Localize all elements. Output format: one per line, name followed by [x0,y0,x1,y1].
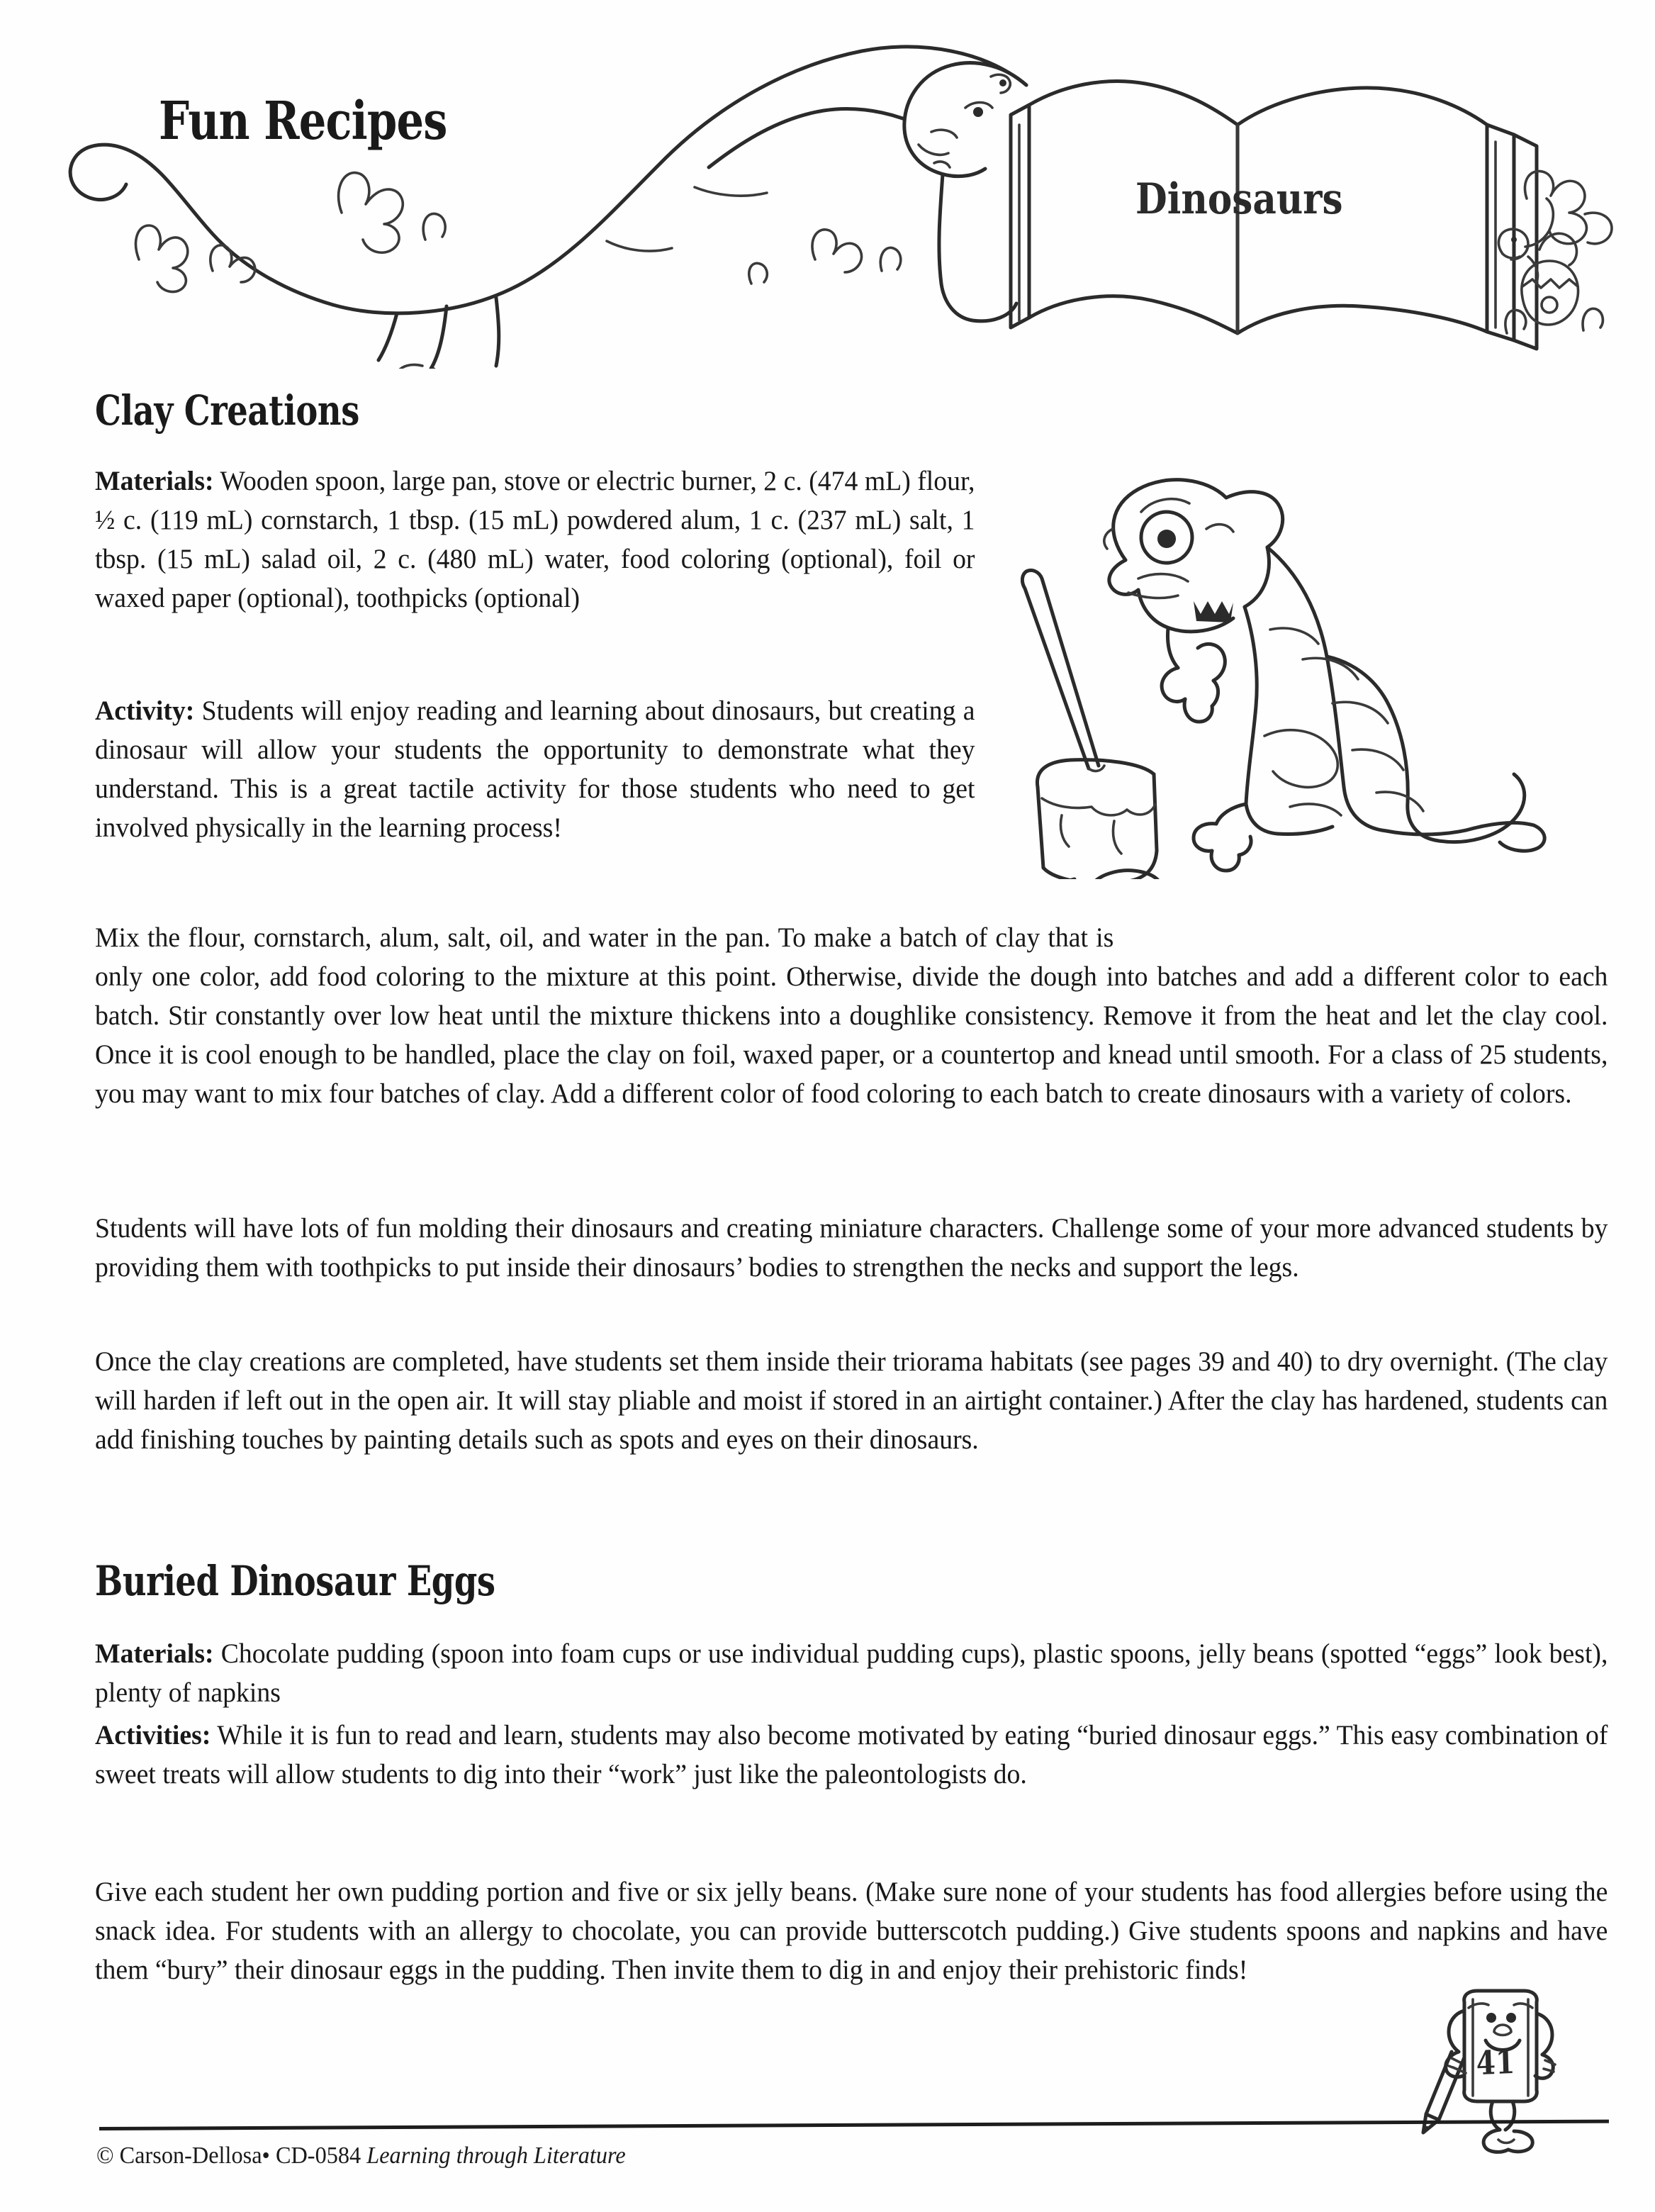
footer-bullet: • [262,2143,270,2169]
paragraph-serving-instructions [95,1872,1608,1989]
page-title: Fun Recipes [159,91,447,152]
paragraph-text: Wooden spoon, large pan, stove or electric burner, 2 c. (474 mL) flour, ½ c. (119 mL) cornstarch, 1 tbsp. (15 mL) powdered alum, 1 c. (237 mL) salt, 1 tbsp. (15 mL) salad oil, 2 c. (480 mL) water, food coloring (optional), foil or waxed paper (optional), toothpicks (optional) [95,465,975,613]
foliage-icon [136,173,901,292]
paragraph-label: Activities: [95,1719,211,1750]
paragraph-text: Chocolate pudding (spoon into foam cups or use individual pudding cups), plastic spoons, jelly beans (spotted “eggs” look best), plenty of napkins [95,1638,1608,1708]
header-artwork [0,0,1655,369]
paragraph-activity-clay [95,691,975,847]
footer-credit [96,2143,626,2169]
paragraph-materials-eggs [95,1634,1608,1712]
section-heading-buried-dinosaur-eggs: Buried Dinosaur Eggs [95,1557,495,1605]
footer-divider [99,2120,1609,2130]
paragraph-materials-clay [95,462,975,618]
paragraph-mix-instructions [95,918,1608,1113]
book-character-with-pencil-icon [1418,1978,1588,2159]
paragraph-label: Activity: [95,695,195,726]
trex-painting-icon [1021,454,1588,883]
footer-product-code: CD-0584 [269,2143,367,2169]
footer-copyright: © Carson-Dellosa [96,2143,262,2169]
text-wrap-spacer [1113,918,1608,955]
paragraph-text: Once the clay creations are completed, have students set them inside their triorama habitats (see pages 39 and 40) to dry overnight. (The clay will harden if left out in the open air. It will stay pliable and moist if stored in an airtight container.) After the clay has hardened, students can add finishing touches by painting details such as spots and eyes on their dinosaurs. [95,1346,1608,1455]
paragraph-activities-eggs [95,1716,1608,1794]
page-number: 41 [1476,2042,1515,2083]
footer-book-title: Learning through Literature [366,2143,626,2169]
paragraph-text: Give each student her own pudding portion and five or six jelly beans. (Make sure none of your students has food allergies before using the snack idea. For students with an allergy to chocolate, you can provide butterscotch pudding.) Give students spoons and napkins and have them “bury” their dinosaur eggs in the pudding. Then invite them to dig in and enjoy their prehistoric finds! [95,1876,1608,1985]
paragraph-drying-instructions [95,1342,1608,1459]
paragraph-text: Mix the flour, cornstarch, alum, salt, oil, and water in the pan. To make a batch of clay that is only one color, add food coloring to the mixture at this point. Otherwise, divide the dough into batches and add a different color to each batch. Stir constantly over low heat until the mixture thickens into a doughlike consistency. Remove it from the heat and let the clay cool. Once it is cool enough to be handled, place the clay on foil, waxed paper, or a countertop and knead until smooth. For a class of 25 students, you may want to mix four batches of clay. Add a different color of food coloring to each batch to create dinosaurs with a variety of colors. [95,922,1608,1109]
section-heading-clay-creations: Clay Creations [95,386,359,435]
book-topic-label: Dinosaurs [1135,174,1343,224]
paragraph-molding-fun [95,1209,1608,1287]
paragraph-label: Materials: [95,1638,214,1669]
paragraph-text: Students will have lots of fun molding their dinosaurs and creating miniature characters. Challenge some of your more advanced students by providing them with toothpicks to put inside their dinosaurs’ bodies to strengthen the necks and support the legs. [95,1212,1608,1283]
paragraph-text: While it is fun to read and learn, students may also become motivated by eating “buried dinosaur eggs.” This easy combination of sweet treats will allow students to dig into their “work” just like the paleontologists do. [95,1719,1608,1789]
page-header [0,0,1655,369]
paragraph-text: Students will enjoy reading and learning about dinosaurs, but creating a dinosaur will allow your students the opportunity to demonstrate what they understand. This is a great tactile activity for those students who need to get involved physically in the learning process! [95,695,975,843]
paragraph-label: Materials: [95,465,214,496]
